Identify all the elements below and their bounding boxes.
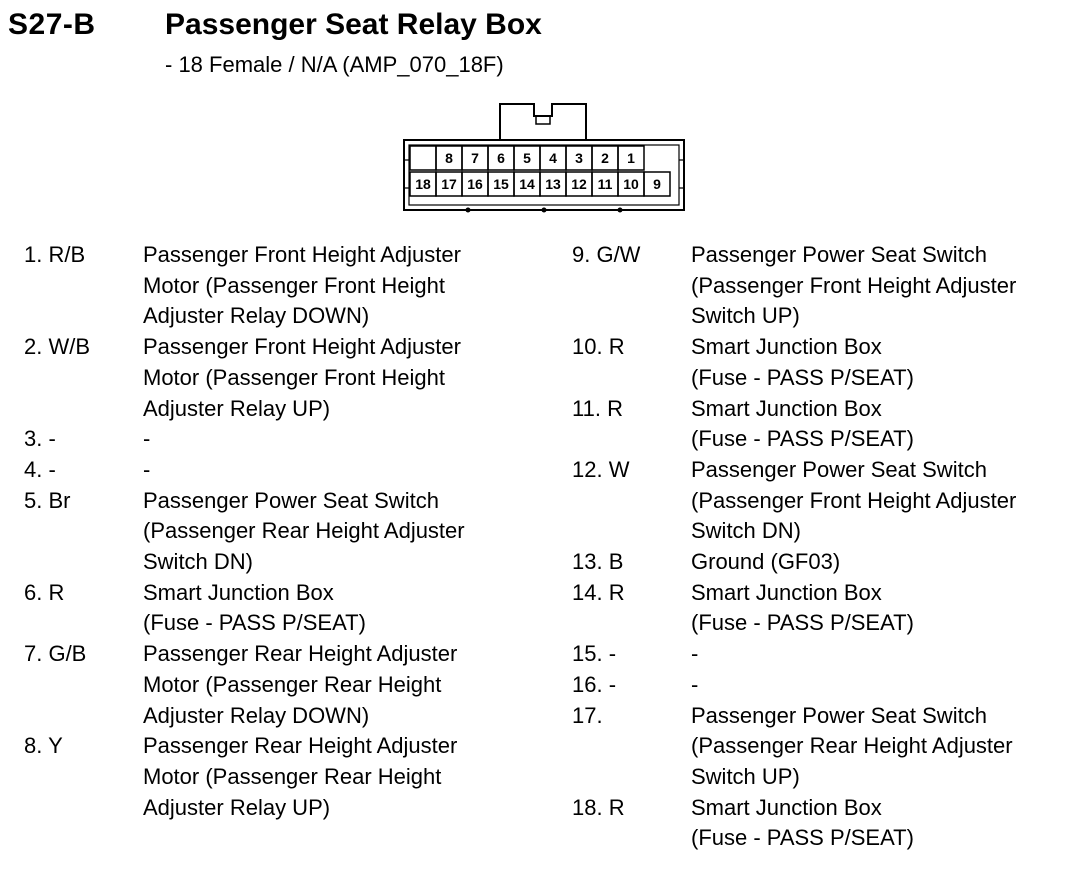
pin-number-color: 17. bbox=[572, 702, 603, 728]
pin-bottom-label: 10 bbox=[623, 176, 639, 192]
pin-entry bbox=[572, 639, 1016, 670]
pin-top-label: 6 bbox=[497, 150, 505, 166]
pin-entry bbox=[572, 578, 1016, 639]
pin-entry bbox=[572, 240, 1016, 332]
pin-top-label: 7 bbox=[471, 150, 479, 166]
pin-bottom-label: 13 bbox=[545, 176, 561, 192]
pin-entry bbox=[24, 731, 465, 823]
pin-number-color: 1. R/B bbox=[24, 242, 86, 267]
pin-number-color: 3. - bbox=[24, 426, 56, 452]
pin-entry bbox=[24, 240, 465, 332]
pin-bottom-label: 12 bbox=[571, 176, 587, 192]
pin-top-label: 5 bbox=[523, 150, 531, 166]
pin-description: Passenger Front Height Adjuster Motor (Passenger Front Height Adjuster Relay UP) bbox=[143, 334, 461, 421]
pin-entry bbox=[572, 394, 1016, 455]
pin-entry bbox=[572, 793, 1016, 854]
pin-top-label: 1 bbox=[627, 150, 635, 166]
pin-description: - bbox=[143, 426, 151, 452]
pin-bottom-label: 18 bbox=[415, 176, 431, 192]
pin-entry bbox=[24, 486, 465, 578]
pin-entry bbox=[572, 547, 1016, 578]
pin-description: - bbox=[691, 641, 699, 667]
pin-description: Passenger Rear Height Adjuster Motor (Passenger Rear Height Adjuster Relay DOWN) bbox=[143, 641, 458, 728]
pin-list-right bbox=[572, 240, 1016, 854]
pin-description: - bbox=[691, 671, 699, 697]
pin-description: Smart Junction Box (Fuse - PASS P/SEAT) bbox=[691, 794, 914, 851]
pin-description: Smart Junction Box (Fuse - PASS P/SEAT) bbox=[143, 579, 366, 636]
connector-subtitle: - 18 Female / N/A (AMP_070_18F) bbox=[165, 52, 504, 77]
pin-description: Passenger Power Seat Switch (Passenger Front Height Adjuster Switch UP) bbox=[691, 242, 1017, 329]
pin-entry bbox=[572, 455, 1016, 547]
pin-description: Smart Junction Box (Fuse - PASS P/SEAT) bbox=[691, 334, 914, 390]
pin-description: - bbox=[143, 456, 151, 482]
pin-number-color: 18. R bbox=[572, 794, 625, 820]
pin-entry bbox=[572, 701, 1016, 793]
pin-number-color: 6. R bbox=[24, 579, 65, 605]
pin-bottom-label: 14 bbox=[519, 176, 535, 192]
pin-entry bbox=[572, 670, 1016, 701]
connector-diagram bbox=[400, 96, 690, 216]
pin-number-color: 8. Y bbox=[24, 733, 63, 759]
pin-number-color: 11. R bbox=[572, 395, 623, 421]
pin-description: Ground (GF03) bbox=[691, 549, 841, 575]
pin-bottom-label: 16 bbox=[467, 176, 483, 192]
pin-number-color: 13. B bbox=[572, 549, 624, 575]
pin-top-label: 8 bbox=[445, 150, 453, 166]
page-title: Passenger Seat Relay Box bbox=[165, 8, 542, 41]
pin-bottom-label: 17 bbox=[441, 176, 457, 192]
pin-description: Smart Junction Box (Fuse - PASS P/SEAT) bbox=[691, 395, 914, 452]
pin-entry bbox=[24, 424, 465, 455]
pin-description: Passenger Power Seat Switch (Passenger Rear Height Adjuster Switch DN) bbox=[143, 487, 465, 575]
pin-description: Passenger Power Seat Switch (Passenger Front Height Adjuster Switch DN) bbox=[691, 456, 1017, 544]
pin-number-color: 4. - bbox=[24, 456, 56, 482]
pin-entry bbox=[24, 578, 465, 639]
pin-description: Passenger Power Seat Switch (Passenger Rear Height Adjuster Switch UP) bbox=[691, 702, 1013, 789]
connector-code: S27-B bbox=[8, 8, 96, 41]
pin-bottom-label: 15 bbox=[493, 176, 509, 192]
pin-entry bbox=[24, 639, 465, 731]
pin-top-label: 2 bbox=[601, 150, 609, 166]
pin-number-color: 5. Br bbox=[24, 487, 71, 513]
pin-top-label: 4 bbox=[549, 150, 557, 166]
pin-description: Passenger Front Height Adjuster Motor (Passenger Front Height Adjuster Relay DOWN) bbox=[143, 242, 461, 329]
pin-entry bbox=[24, 455, 465, 486]
pin-list-left bbox=[24, 240, 465, 823]
pin-description: Passenger Rear Height Adjuster Motor (Passenger Rear Height Adjuster Relay UP) bbox=[143, 733, 458, 820]
pin-entry bbox=[24, 332, 465, 424]
pin-number-color: 9. G/W bbox=[572, 242, 641, 267]
pin-cell-empty bbox=[410, 146, 436, 170]
pin-number-color: 12. W bbox=[572, 456, 630, 482]
pin-bottom-label: 11 bbox=[597, 176, 613, 192]
pin-number-color: 2. W/B bbox=[24, 334, 91, 360]
pin-description: Smart Junction Box (Fuse - PASS P/SEAT) bbox=[691, 579, 914, 636]
pin-number-color: 15. - bbox=[572, 641, 617, 667]
pin-entry bbox=[572, 332, 1016, 393]
pin-number-color: 7. G/B bbox=[24, 641, 87, 667]
pin-number-color: 14. R bbox=[572, 579, 625, 605]
pin-top-label: 3 bbox=[575, 150, 583, 166]
pin-number-color: 16. - bbox=[572, 671, 617, 697]
pin-bottom-label: 9 bbox=[653, 176, 661, 192]
pin-number-color: 10. R bbox=[572, 334, 625, 360]
